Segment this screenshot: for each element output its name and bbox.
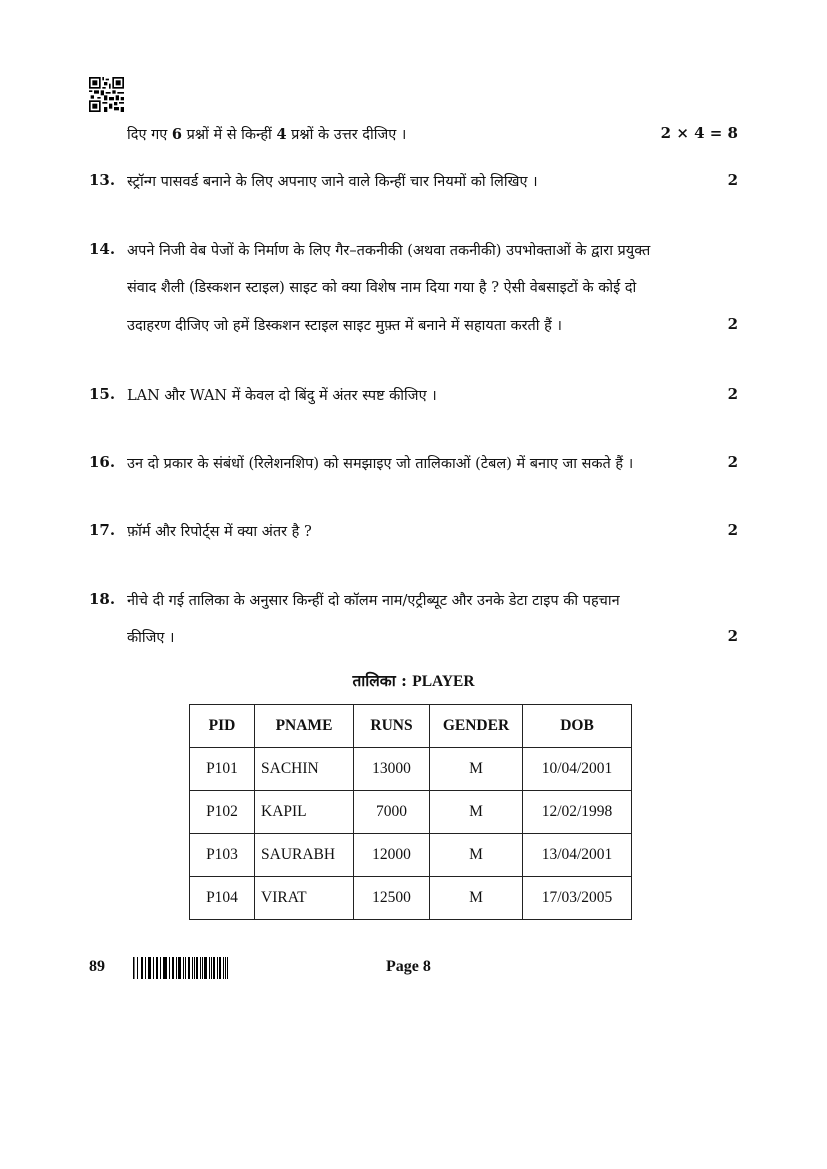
- question-marks: 2: [727, 521, 738, 539]
- table-cell: M: [430, 834, 523, 877]
- question-marks: 2: [727, 315, 738, 333]
- question-text: कीजिए ।: [127, 630, 175, 646]
- table-cell: 17/03/2005: [523, 877, 632, 920]
- table-cell: SAURABH: [255, 834, 354, 877]
- table-cell: 12/02/1998: [523, 791, 632, 834]
- table-row: [190, 877, 632, 920]
- question-text: उदाहरण दीजिए जो हमें डिस्कशन स्टाइल साइट मुफ़्त में बनाने में सहायता करती हैं ।: [127, 318, 562, 334]
- table-row: [190, 834, 632, 877]
- question-number: 14.: [89, 240, 116, 258]
- instruction-marks: 2 × 4 = 8: [660, 124, 738, 142]
- table-cell: 7000: [354, 791, 430, 834]
- table-cell: KAPIL: [255, 791, 354, 834]
- table-cell: M: [430, 748, 523, 791]
- table-cell: P102: [190, 791, 255, 834]
- question-marks: 2: [727, 385, 738, 403]
- barcode-icon: [133, 957, 228, 979]
- question-marks: 2: [727, 453, 738, 471]
- column-header: RUNS: [354, 705, 430, 748]
- question-text: LAN और WAN में केवल दो बिंदु में अंतर स्पष्ट कीजिए ।: [127, 388, 437, 404]
- qr-code-icon: [89, 77, 124, 112]
- question-text: फ़ॉर्म और रिपोर्ट्स में क्या अंतर है ?: [127, 524, 312, 540]
- question-text: संवाद शैली (डिस्कशन स्टाइल) साइट को क्या विशेष नाम दिया गया है ? ऐसी वेबसाइटों के कोई दो: [127, 280, 637, 296]
- column-header: PNAME: [255, 705, 354, 748]
- table-cell: 13000: [354, 748, 430, 791]
- table-cell: P101: [190, 748, 255, 791]
- table-row: [190, 791, 632, 834]
- table-cell: M: [430, 877, 523, 920]
- question-marks: 2: [727, 627, 738, 645]
- table-caption: तालिका : PLAYER: [352, 671, 475, 690]
- table-cell: M: [430, 791, 523, 834]
- table-cell: VIRAT: [255, 877, 354, 920]
- question-text: नीचे दी गई तालिका के अनुसार किन्हीं दो कॉलम नाम/एट्रीब्यूट और उनके डेटा टाइप की पहचान: [127, 593, 620, 609]
- instruction-text: दिए गए 6 प्रश्नों में से किन्हीं 4 प्रश्नों के उत्तर दीजिए ।: [127, 126, 407, 143]
- table-cell: 10/04/2001: [523, 748, 632, 791]
- page-number: Page 8: [386, 958, 431, 975]
- player-table: [189, 704, 632, 920]
- paper-code: 89: [89, 958, 105, 975]
- question-text: स्ट्रॉन्ग पासवर्ड बनाने के लिए अपनाए जाने वाले किन्हीं चार नियमों को लिखिए ।: [127, 174, 538, 190]
- column-header: PID: [190, 705, 255, 748]
- question-number: 16.: [89, 453, 116, 471]
- question-text: अपने निजी वेब पेजों के निर्माण के लिए गैर–तकनीकी (अथवा तकनीकी) उपभोक्ताओं के द्वारा प्रयुक्त: [127, 243, 651, 259]
- table-cell: P104: [190, 877, 255, 920]
- table-cell: 12000: [354, 834, 430, 877]
- question-marks: 2: [727, 171, 738, 189]
- table-cell: P103: [190, 834, 255, 877]
- table-cell: 12500: [354, 877, 430, 920]
- table-header-row: [190, 705, 632, 748]
- question-number: 15.: [89, 385, 116, 403]
- table-cell: SACHIN: [255, 748, 354, 791]
- table-cell: 13/04/2001: [523, 834, 632, 877]
- column-header: GENDER: [430, 705, 523, 748]
- question-number: 13.: [89, 171, 116, 189]
- question-text: उन दो प्रकार के संबंधों (रिलेशनशिप) को समझाइए जो तालिकाओं (टेबल) में बनाए जा सकते हैं ।: [127, 456, 634, 472]
- table-row: [190, 748, 632, 791]
- question-number: 18.: [89, 590, 116, 608]
- question-number: 17.: [89, 521, 116, 539]
- column-header: DOB: [523, 705, 632, 748]
